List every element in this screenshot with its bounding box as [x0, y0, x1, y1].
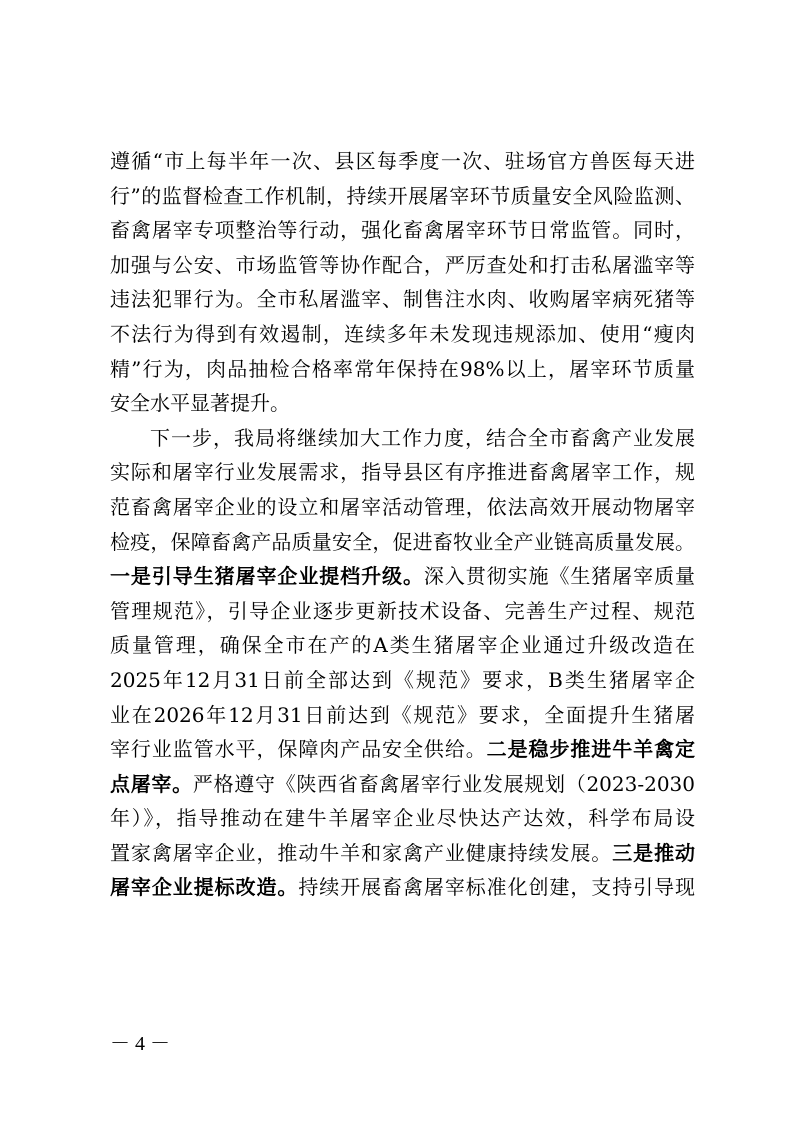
text-span: 置家禽屠宰企业，推动牛羊和家禽产业健康持续发展。	[110, 840, 613, 865]
point-one-heading: 一是引导生猪屠宰企业提档升级。	[110, 564, 424, 589]
document-body	[110, 144, 695, 905]
text-line: 遵循“市上每半年一次、县区每季度一次、驻场官方兽医每天进	[110, 149, 695, 173]
text-line: 不法行为得到有效遏制，连续多年未发现违规添加、使用“瘦肉	[110, 321, 695, 346]
text-span: 深入贯彻实施《生猪屠宰质量	[423, 564, 696, 589]
text-line: 2025年12月31日前全部达到《规范》要求，B类生猪屠宰企	[110, 667, 695, 692]
text-line: 业在2026年12月31日前达到《规范》要求，全面提升生猪屠	[110, 702, 695, 727]
text-line: 安全水平显著提升。	[110, 391, 290, 416]
paragraph-next-steps	[110, 421, 695, 905]
paragraph-supervision-results	[110, 144, 695, 421]
text-line: 加强与公安、市场监管等协作配合，严厉查处和打击私屠滥宰等	[110, 252, 695, 277]
text-line: 精”行为，肉品抽检合格率常年保持在98%以上，屠宰环节质量	[110, 356, 695, 381]
text-span: 持续开展畜禽屠宰标准化创建，支持引导现	[298, 875, 696, 900]
text-span: 宰行业监管水平，保障肉产品安全供给。	[110, 737, 487, 762]
text-line: 范畜禽屠宰企业的设立和屠宰活动管理，依法高效开展动物屠宰	[110, 494, 695, 519]
text-line	[110, 559, 695, 594]
text-line: 年）》，指导推动在建牛羊屠宰企业尽快达产达效，科学布局设	[110, 806, 695, 831]
point-two-heading: 二是稳步推进牛羊禽定	[486, 737, 696, 762]
text-line	[110, 767, 695, 802]
text-line: 行”的监督检查工作机制，持续开展屠宰环节质量安全风险监测、	[110, 183, 695, 208]
point-two-heading-cont: 点屠宰。	[110, 771, 193, 796]
text-line	[110, 870, 695, 905]
text-line: 实际和屠宰行业发展需求，指导县区有序推进畜禽屠宰工作，规	[110, 460, 695, 485]
text-line	[110, 836, 695, 871]
text-line: 下一步，我局将继续加大工作力度，结合全市畜禽产业发展	[150, 425, 695, 450]
text-line: 畜禽屠宰专项整治等行动，强化畜禽屠宰环节日常监管。同时，	[110, 218, 695, 243]
text-line: 检疫，保障畜禽产品质量安全，促进畜牧业全产业链高质量发展。	[110, 529, 695, 554]
page-number: － 4 －	[110, 1033, 170, 1055]
text-line	[110, 732, 695, 767]
text-span: 严格遵守《陕西省畜禽屠宰行业发展规划（2023-2030	[192, 771, 695, 796]
text-line: 管理规范》，引导企业逐步更新技术设备、完善生产过程、规范	[110, 598, 695, 623]
point-three-heading-cont: 屠宰企业提标改造。	[110, 875, 299, 900]
text-line: 违法犯罪行为。全市私屠滥宰、制售注水肉、收购屠宰病死猪等	[110, 287, 695, 312]
point-three-heading: 三是推动	[612, 840, 696, 865]
text-line: 质量管理，确保全市在产的A类生猪屠宰企业通过升级改造在	[110, 633, 695, 658]
